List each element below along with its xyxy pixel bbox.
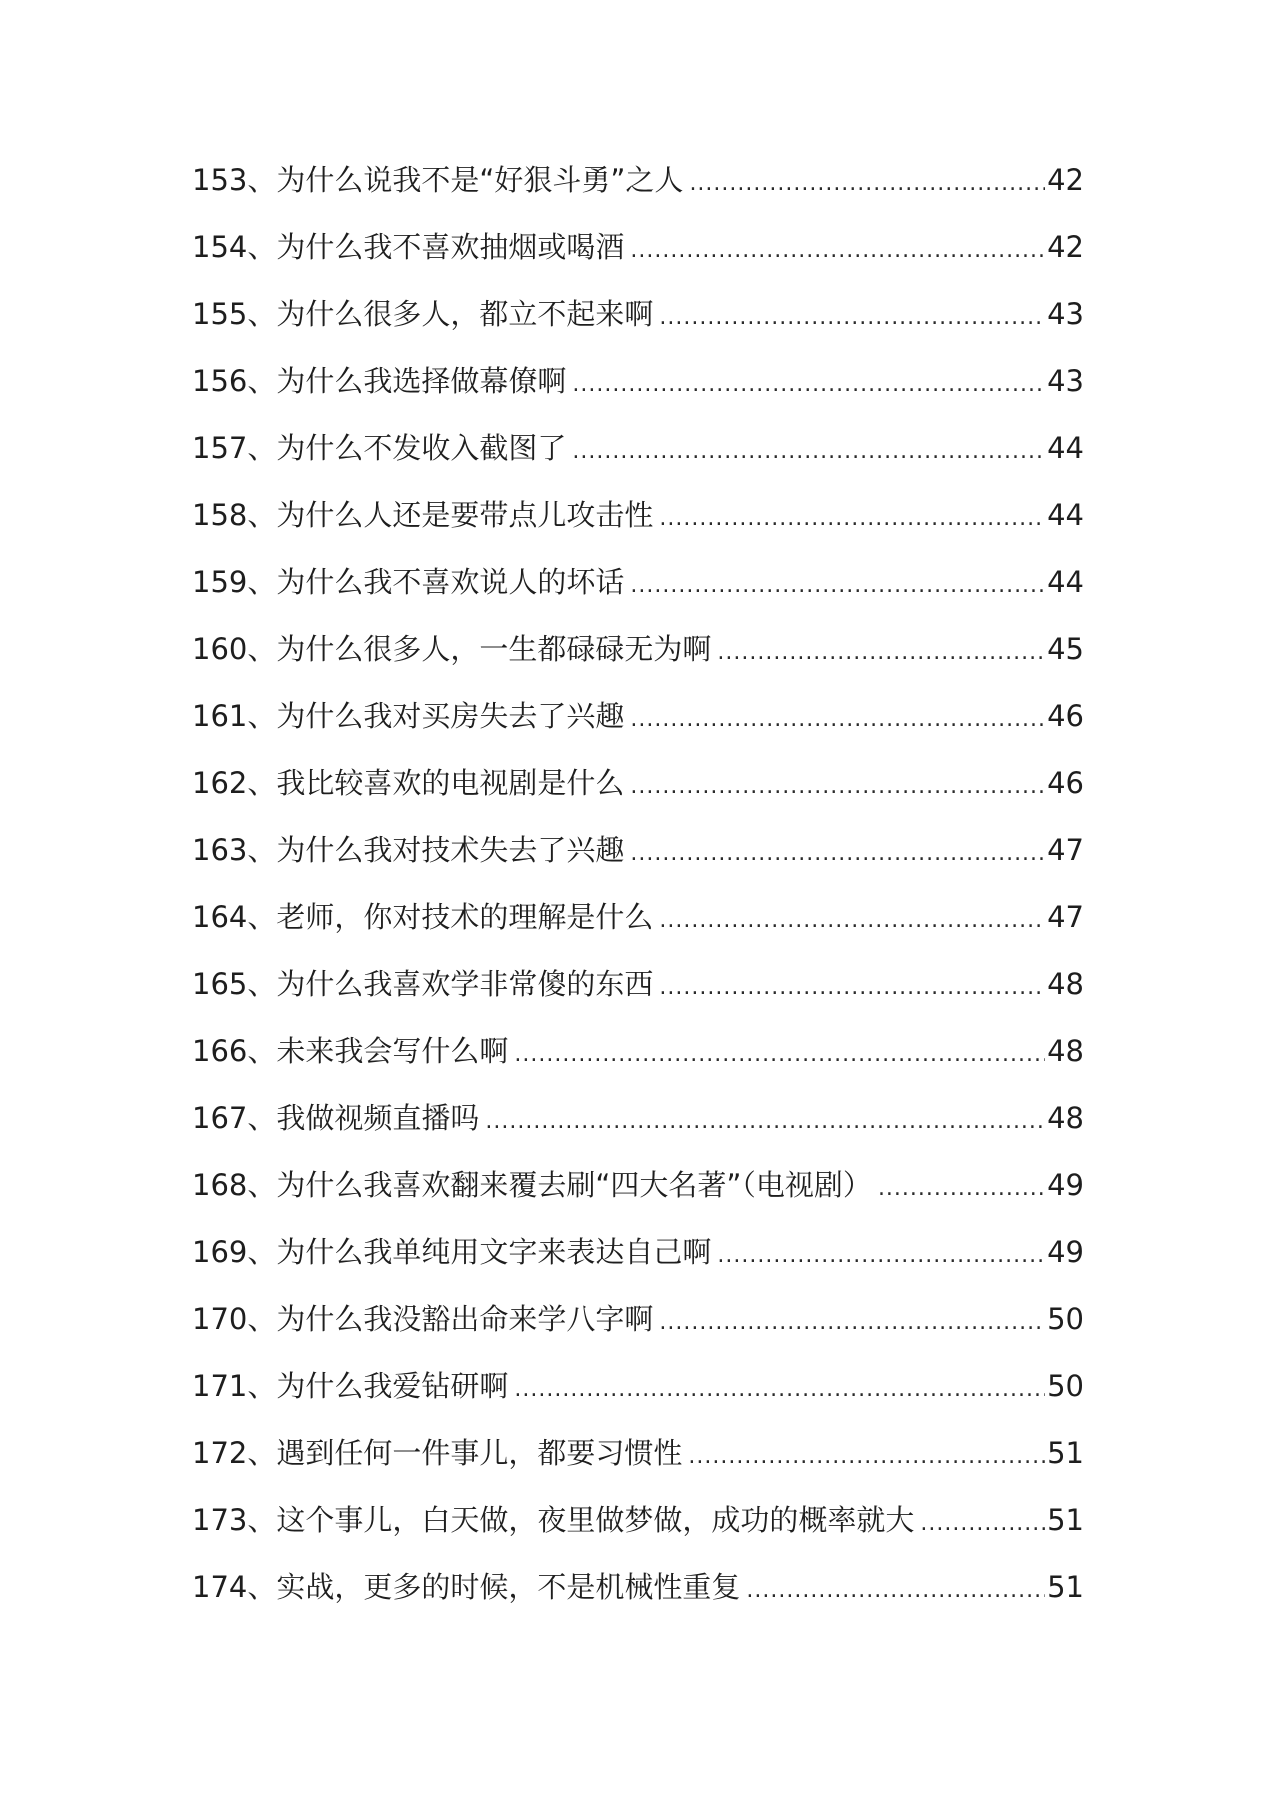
toc-entry-title: 为什么我爱钻研啊: [276, 1369, 509, 1403]
toc-entry-number: 159: [192, 565, 248, 599]
toc-entry-page-number: 44: [1047, 498, 1084, 532]
toc-entry-number: 174: [192, 1570, 248, 1604]
toc-entry-separator: 、: [247, 1235, 277, 1269]
toc-entry-page-number: 51: [1047, 1436, 1084, 1470]
toc-entry-number: 170: [192, 1302, 248, 1336]
toc-entry-page-number: 49: [1047, 1168, 1084, 1202]
toc-entry-separator: 、: [247, 565, 277, 599]
toc-entry[interactable]: [192, 428, 1084, 495]
toc-entry-number: 169: [192, 1235, 248, 1269]
toc-entry-number: 165: [192, 967, 248, 1001]
toc-entry-page-number: 48: [1047, 967, 1084, 1001]
toc-entry[interactable]: [192, 830, 1084, 897]
toc-entry-number: 173: [192, 1503, 248, 1537]
dot-leader: [659, 968, 1045, 1008]
toc-entry-page-number: 46: [1047, 699, 1084, 733]
toc-entry-separator: 、: [247, 1570, 277, 1604]
toc-entry-separator: 、: [247, 632, 277, 666]
dot-leader: [514, 1370, 1045, 1410]
toc-entry-page-number: 48: [1047, 1034, 1084, 1068]
toc-entry-title: 为什么我单纯用文字来表达自己啊: [276, 1235, 712, 1269]
toc-entry-title: 为什么我选择做幕僚啊: [276, 364, 567, 398]
toc-entry-page-number: 48: [1047, 1101, 1084, 1135]
toc-entry-title: 我比较喜欢的电视剧是什么: [276, 766, 625, 800]
dot-leader: [688, 1437, 1045, 1477]
toc-entry-number: 155: [192, 297, 248, 331]
dot-leader: [630, 566, 1045, 606]
toc-entry-number: 153: [192, 163, 248, 197]
toc-entry-separator: 、: [247, 1369, 277, 1403]
toc-entry-title: 为什么我不喜欢说人的坏话: [276, 565, 625, 599]
toc-entry-page-number: 49: [1047, 1235, 1084, 1269]
dot-leader: [659, 298, 1045, 338]
toc-entry-separator: 、: [247, 297, 277, 331]
toc-entry-title: 为什么很多人，一生都碌碌无为啊: [276, 632, 712, 666]
toc-entry[interactable]: [192, 1299, 1084, 1366]
toc-entry-number: 171: [192, 1369, 248, 1403]
toc-entry-title: 为什么我对买房失去了兴趣: [276, 699, 625, 733]
toc-entry-separator: 、: [247, 1034, 277, 1068]
dot-leader: [689, 164, 1045, 204]
toc-entry-number: 156: [192, 364, 248, 398]
toc-entry-number: 154: [192, 230, 248, 264]
toc-entry[interactable]: [192, 1031, 1084, 1098]
toc-entry-number: 157: [192, 431, 248, 465]
toc-entry[interactable]: [192, 294, 1084, 361]
toc-entry-page-number: 43: [1047, 364, 1084, 398]
toc-entry[interactable]: [192, 227, 1084, 294]
toc-entry-page-number: 44: [1047, 431, 1084, 465]
table-of-contents: [192, 160, 1084, 1634]
toc-entry-page-number: 44: [1047, 565, 1084, 599]
dot-leader: [717, 1236, 1045, 1276]
toc-entry-number: 164: [192, 900, 248, 934]
toc-entry-separator: 、: [247, 833, 277, 867]
toc-entry-title: 未来我会写什么啊: [276, 1034, 509, 1068]
toc-entry[interactable]: [192, 1567, 1084, 1634]
toc-entry[interactable]: [192, 1232, 1084, 1299]
toc-entry-separator: 、: [247, 364, 277, 398]
dot-leader: [878, 1169, 1045, 1209]
toc-entry-page-number: 42: [1047, 163, 1084, 197]
toc-entry-title: 这个事儿，白天做，夜里做梦做，成功的概率就大: [276, 1503, 915, 1537]
dot-leader: [659, 499, 1045, 539]
toc-entry-separator: 、: [247, 163, 277, 197]
toc-entry[interactable]: [192, 1433, 1084, 1500]
toc-entry-separator: 、: [247, 699, 277, 733]
dot-leader: [514, 1035, 1045, 1075]
toc-entry[interactable]: [192, 495, 1084, 562]
toc-entry-title: 为什么我对技术失去了兴趣: [276, 833, 625, 867]
toc-entry-title: 我做视频直播吗: [276, 1101, 480, 1135]
toc-entry[interactable]: [192, 1366, 1084, 1433]
toc-entry[interactable]: [192, 1500, 1084, 1567]
dot-leader: [485, 1102, 1045, 1142]
dot-leader: [572, 432, 1045, 472]
dot-leader: [572, 365, 1045, 405]
dot-leader: [746, 1571, 1045, 1611]
dot-leader: [630, 767, 1045, 807]
toc-entry-number: 167: [192, 1101, 248, 1135]
toc-entry[interactable]: [192, 1165, 1084, 1232]
dot-leader: [630, 700, 1045, 740]
dot-leader: [630, 834, 1045, 874]
dot-leader: [717, 633, 1045, 673]
toc-entry-title: 为什么我没豁出命来学八字啊: [276, 1302, 654, 1336]
toc-entry[interactable]: [192, 897, 1084, 964]
toc-entry-number: 168: [192, 1168, 248, 1202]
toc-entry-separator: 、: [247, 1436, 277, 1470]
toc-entry-separator: 、: [247, 1302, 277, 1336]
toc-entry-title: 为什么我喜欢学非常傻的东西: [276, 967, 654, 1001]
toc-entry-page-number: 50: [1047, 1369, 1084, 1403]
toc-entry-separator: 、: [247, 1503, 277, 1537]
toc-entry-page-number: 42: [1047, 230, 1084, 264]
toc-entry-title: 为什么人还是要带点儿攻击性: [276, 498, 654, 532]
toc-entry-title: 实战，更多的时候，不是机械性重复: [276, 1570, 741, 1604]
toc-entry[interactable]: [192, 964, 1084, 1031]
toc-entry-title: 为什么我不喜欢抽烟或喝酒: [276, 230, 625, 264]
toc-entry-page-number: 46: [1047, 766, 1084, 800]
toc-entry-separator: 、: [247, 498, 277, 532]
toc-entry-separator: 、: [247, 766, 277, 800]
toc-entry-separator: 、: [247, 900, 277, 934]
toc-entry[interactable]: [192, 361, 1084, 428]
toc-entry-page-number: 50: [1047, 1302, 1084, 1336]
toc-entry-number: 158: [192, 498, 248, 532]
toc-entry-number: 172: [192, 1436, 248, 1470]
toc-entry-title: 为什么不发收入截图了: [276, 431, 567, 465]
toc-entry-separator: 、: [247, 967, 277, 1001]
toc-entry[interactable]: [192, 160, 1084, 227]
toc-entry-page-number: 51: [1047, 1570, 1084, 1604]
toc-entry-page-number: 51: [1047, 1503, 1084, 1537]
dot-leader: [920, 1504, 1045, 1544]
toc-entry-page-number: 47: [1047, 833, 1084, 867]
toc-entry[interactable]: [192, 696, 1084, 763]
toc-entry-number: 161: [192, 699, 248, 733]
toc-entry-page-number: 45: [1047, 632, 1084, 666]
toc-entry[interactable]: [192, 562, 1084, 629]
toc-entry-title: 老师，你对技术的理解是什么: [276, 900, 654, 934]
toc-entry-number: 162: [192, 766, 248, 800]
toc-entry[interactable]: [192, 629, 1084, 696]
toc-entry-separator: 、: [247, 1101, 277, 1135]
toc-entry-page-number: 43: [1047, 297, 1084, 331]
toc-entry-title: 为什么说我不是“好狠斗勇”之人: [276, 163, 684, 197]
dot-leader: [659, 901, 1045, 941]
toc-entry-number: 163: [192, 833, 248, 867]
dot-leader: [659, 1303, 1045, 1343]
toc-entry-separator: 、: [247, 230, 277, 264]
toc-entry[interactable]: [192, 1098, 1084, 1165]
toc-entry-title: 遇到任何一件事儿，都要习惯性: [276, 1436, 683, 1470]
dot-leader: [630, 231, 1045, 271]
toc-entry-number: 166: [192, 1034, 248, 1068]
toc-entry-page-number: 47: [1047, 900, 1084, 934]
toc-entry-separator: 、: [247, 1168, 277, 1202]
toc-entry-title: 为什么很多人，都立不起来啊: [276, 297, 654, 331]
toc-entry-separator: 、: [247, 431, 277, 465]
toc-entry[interactable]: [192, 763, 1084, 830]
toc-entry-title: 为什么我喜欢翻来覆去刷“四大名著”（电视剧）: [276, 1168, 872, 1202]
toc-entry-number: 160: [192, 632, 248, 666]
